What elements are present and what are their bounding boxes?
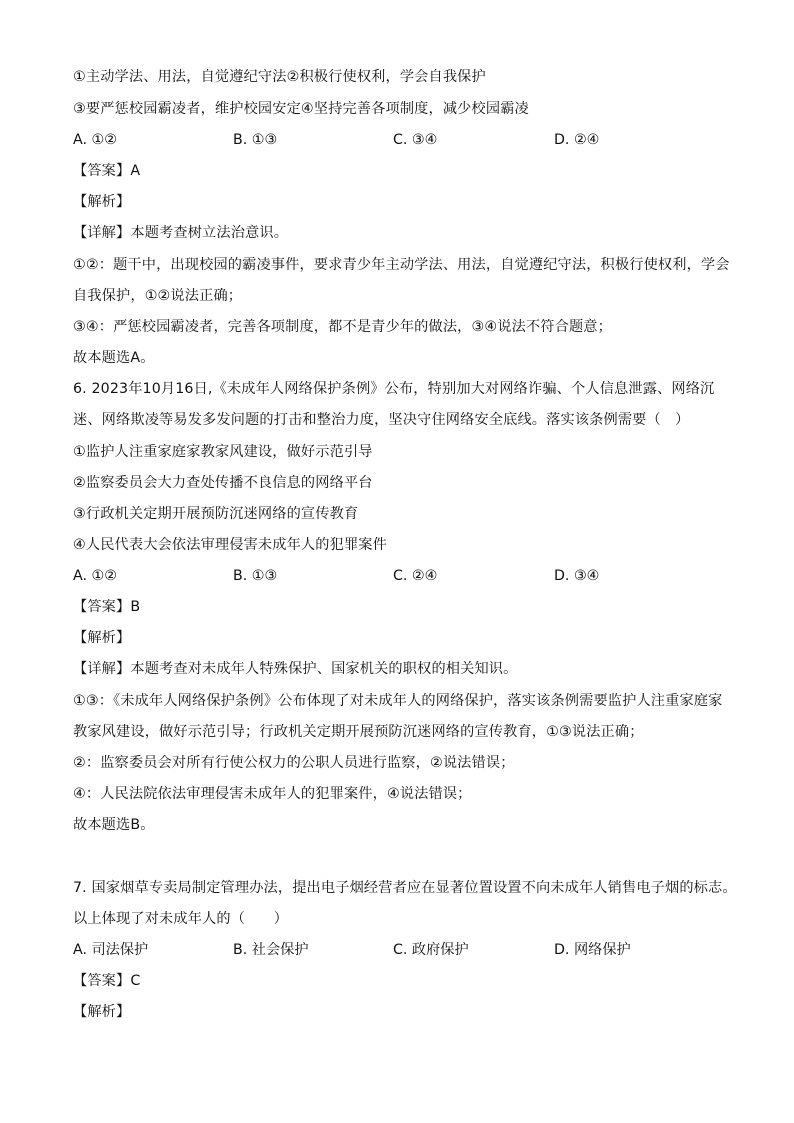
q7-stem-line-2: 以上体现了对未成年人的（ ） bbox=[73, 911, 289, 927]
q6-option-d: D. ③④ bbox=[554, 568, 600, 584]
q7-stem-line-1: 7. 国家烟草专卖局制定管理办法，提出电子烟经营者应在显著位置设置不向未成年人销售电子烟的标志。 bbox=[73, 880, 737, 896]
q6-detail: 【详解】本题考查对未成年人特殊保护、国家机关的职权的相关知识。 bbox=[73, 661, 518, 677]
q6-analysis-label: 【解析】 bbox=[73, 630, 131, 646]
q5-answer: 【答案】A bbox=[73, 163, 141, 179]
q5-explanation-1-line-1: ①②：题干中，出现校园的霸凌事件，要求青少年主动学法、用法，自觉遵纪守法，积极行使权利，学会 bbox=[73, 257, 730, 273]
q6-statement-1: ①监护人注重家庭家教家风建设，做好示范引导 bbox=[73, 444, 373, 460]
q5-conclusion: 故本题选A。 bbox=[73, 350, 155, 366]
q7-option-b: B. 社会保护 bbox=[233, 942, 309, 958]
q6-explanation-1-line-1: ①③：《未成年人网络保护条例》公布体现了对未成年人的网络保护，落实该条例需要监护人注重家庭家 bbox=[73, 693, 723, 709]
q5-option-d: D. ②④ bbox=[554, 132, 600, 148]
q6-option-a: A. ①② bbox=[73, 568, 117, 584]
q6-options bbox=[73, 566, 733, 586]
q6-explanation-3: ④：人民法院依法审理侵害未成年人的犯罪案件，④说法错误； bbox=[73, 786, 472, 802]
q6-explanation-1-line-2: 教家风建设，做好示范引导；行政机关定期开展预防沉迷网络的宣传教育，①③说法正确； bbox=[73, 724, 644, 740]
q7-option-d: D. 网络保护 bbox=[554, 942, 631, 958]
q7-analysis-label: 【解析】 bbox=[73, 1004, 131, 1020]
q7-answer: 【答案】C bbox=[73, 973, 141, 989]
q6-statement-3: ③行政机关定期开展预防沉迷网络的宣传教育 bbox=[73, 506, 359, 522]
q6-option-c: C. ②④ bbox=[393, 568, 438, 584]
q5-analysis-label: 【解析】 bbox=[73, 194, 131, 210]
q7-options bbox=[73, 940, 733, 960]
q6-explanation-2: ②：监察委员会对所有行使公权力的公职人员进行监察，②说法错误； bbox=[73, 755, 515, 771]
q6-statement-2: ②监察委员会大力查处传播不良信息的网络平台 bbox=[73, 475, 373, 491]
q5-detail: 【详解】本题考查树立法治意识。 bbox=[73, 225, 289, 241]
q5-options bbox=[73, 130, 733, 150]
q6-stem-line-2: 迷、网络欺凌等易发多发问题的打击和整治力度，坚决守住网络安全底线。落实该条例需要（ ） bbox=[73, 412, 690, 428]
q7-option-c: C. 政府保护 bbox=[393, 942, 469, 958]
q5-option-b: B. ①③ bbox=[233, 132, 278, 148]
q6-conclusion: 故本题选B。 bbox=[73, 817, 155, 833]
q5-statement-line-2: ③要严惩校园霸凌者，维护校园安定④坚持完善各项制度，减少校园霸凌 bbox=[73, 101, 529, 117]
q5-statement-line-1: ①主动学法、用法，自觉遵纪守法②积极行使权利，学会自我保护 bbox=[73, 69, 486, 85]
q6-option-b: B. ①③ bbox=[233, 568, 278, 584]
q7-option-a: A. 司法保护 bbox=[73, 942, 149, 958]
q5-explanation-2: ③④：严惩校园霸凌者，完善各项制度，都不是青少年的做法，③④说法不符合题意； bbox=[73, 319, 612, 335]
q6-answer: 【答案】B bbox=[73, 599, 141, 615]
q6-statement-4: ④人民代表大会依法审理侵害未成年人的犯罪案件 bbox=[73, 537, 387, 553]
q5-option-a: A. ①② bbox=[73, 132, 117, 148]
q5-option-c: C. ③④ bbox=[393, 132, 438, 148]
q6-stem-line-1: 6. 2023年10月16日,《未成年人网络保护条例》公布，特别加大对网络诈骗、个人信息泄露、网络沉 bbox=[73, 381, 715, 397]
q5-explanation-1-line-2: 自我保护，①②说法正确； bbox=[73, 288, 243, 304]
